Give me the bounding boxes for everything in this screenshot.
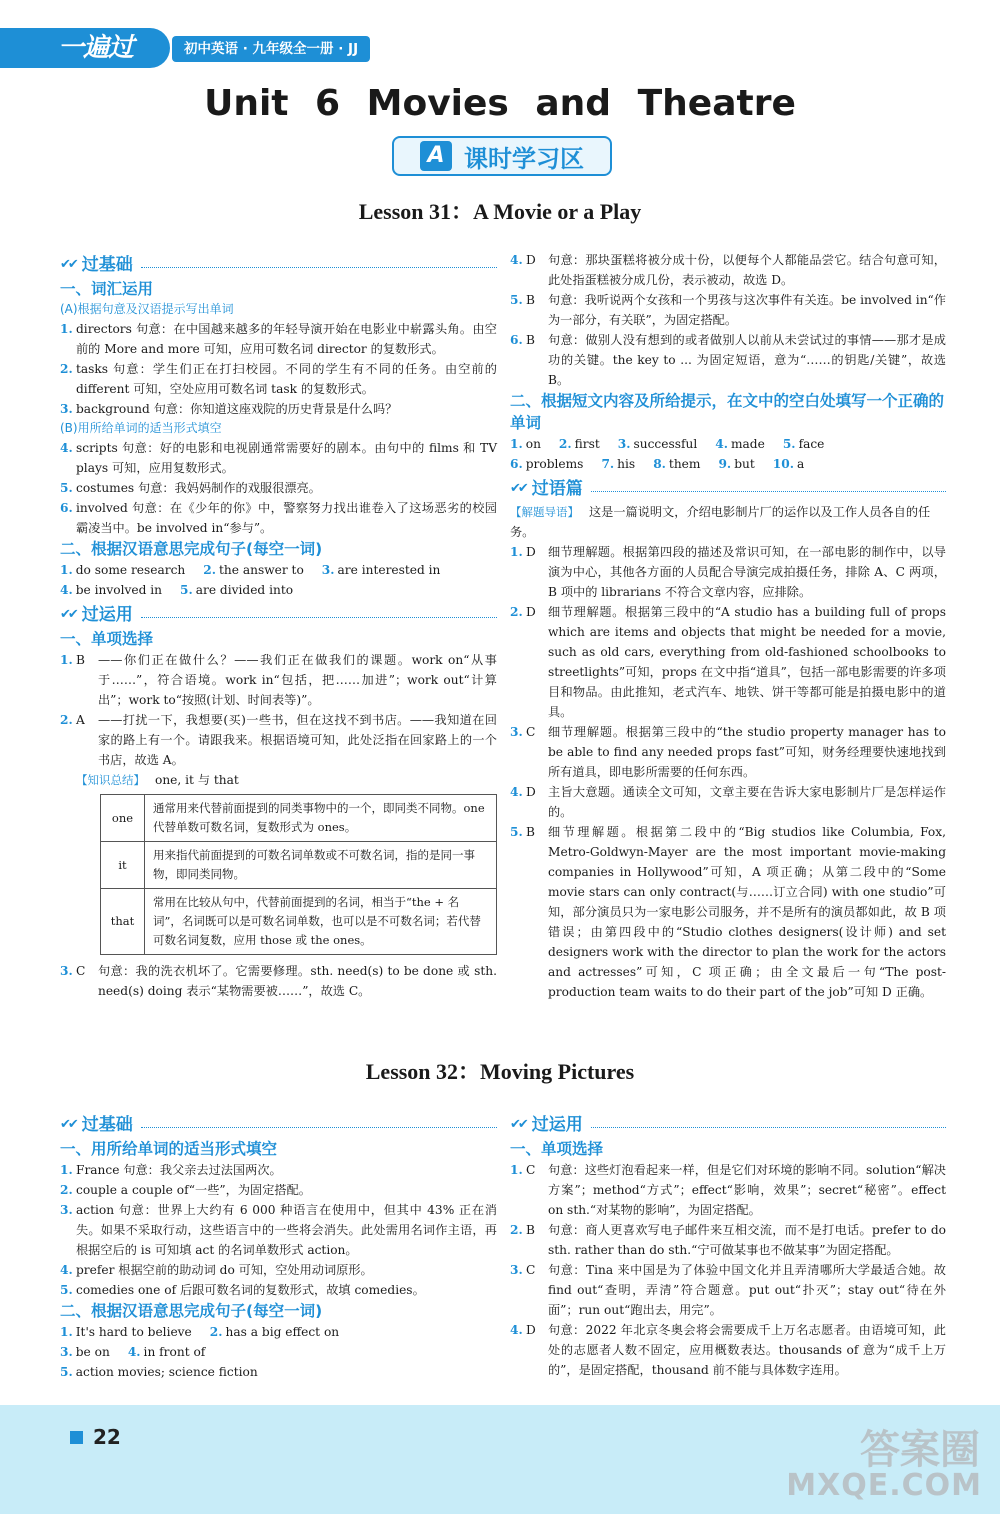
answer-row: 4. be involved in 5. are divided into — [60, 583, 294, 597]
knowledge-table — [100, 794, 497, 955]
list-item: 5. B 细节理解题。根据第二段中的“Big studios like Columbia, Fox, Metro-Goldwyn-Mayer are the most important movie-making companies in Hollywood”可知，A 项正确；从第二段中的“Some movie stars can only contract(与……订立合同) with one studio”可知，部分演员只为一家电影公司服务，并不是所有的演员都如此，故 B 项错误；由第四段中的“Studio clothes designers(设计师) and set designers work with the director to plan the work for the actors and actresses”可知，C 项正确；由全文最后一句“The post-production team waits to do their part of the job”可知 D 正确。 — [510, 825, 946, 999]
block-heading: ✔✔ 过运用 — [60, 602, 497, 628]
list-item: 4. D 句意：那块蛋糕将被分成十份，以便每个人都能品尝它。结合句意可知，此处指蛋糕被分成几份，表示被动，故选 D。 — [510, 253, 946, 287]
note-table-wrap — [60, 794, 497, 955]
lesson32-left-column — [60, 1110, 497, 1382]
list-item: 1. directors 句意：在中国越来越多的年轻导演开始在电影业中崭露头角。由空前的 More and more 可知，应用可数名词 director 的复数形式。 — [60, 322, 497, 356]
block-heading: ✔✔ 过基础 — [60, 1112, 497, 1138]
unit-title: Unit 6 Movies and Theatre — [204, 83, 796, 124]
watermark: 答案圈 MXQE.COM — [786, 1427, 982, 1503]
block-heading: ✔✔ 过语篇 — [510, 476, 946, 502]
lesson31-title: Lesson 31：A Movie or a Play — [358, 199, 642, 224]
list-item: 2. tasks 句意：学生们正在打扫校园。不同的学生有不同的任务。由空前的 different 可知，空处应用可数名词 task 的复数形式。 — [60, 362, 497, 396]
section-badge — [392, 136, 612, 176]
checkmarks-icon: ✔✔ — [510, 1117, 526, 1132]
list-item: 3. action 句意：世界上大约有 6 000 种语言在使用中，但其中 43% 正在消失。如果不采取行动，这些语言中的一些将会消失。此处需用名词作主语，再根据空后的 is 可知填 act 的名词单数形式 action。 — [60, 1203, 497, 1257]
list-item: 2. D 细节理解题。根据第三段中的“A studio has a building full of props which are items and objects that might be needed for a movie, such as old cars, everything from old-fashioned schoolbooks to streetlights”可知，props 在文中指“道具”，包括一部电影需要的许多项目和物品。由此推知，老式汽车、地铁、饼干等都可能是拍摄电影中的道具。 — [510, 605, 946, 719]
part-heading: 一、词汇运用 — [60, 280, 154, 298]
checkmarks-icon: ✔✔ — [510, 481, 526, 496]
block-heading: ✔✔ 过基础 — [60, 252, 497, 278]
list-item: 4. D 句意：2022 年北京冬奥会将会需要成千上万名志愿者。由语境可知，此处的志愿者人数不固定，应用概数表达。thousands of 意为“成千上万的”，是固定搭配，thousand 前不能与具体数字连用。 — [510, 1323, 946, 1377]
lesson32-right-column — [510, 1110, 946, 1380]
checkmarks-icon: ✔✔ — [60, 257, 76, 272]
checkmarks-icon: ✔✔ — [60, 1117, 76, 1132]
part-heading: 一、单项选择 — [510, 1140, 604, 1158]
sub-heading: (A)根据句意及汉语提示写出单词 — [60, 302, 234, 316]
page-number: 22 — [70, 1425, 121, 1449]
list-item: 3. background 句意：你知道这座戏院的历史背景是什么吗？ — [60, 402, 398, 416]
list-item: 4. prefer 根据空前的助动词 do 可知，空处用动词原形。 — [60, 1263, 373, 1277]
part-heading: 二、根据汉语意思完成句子(每空一词) — [60, 540, 323, 558]
section-letter: A — [420, 141, 452, 171]
answer-row: 1. do some research 2. the answer to 3. are interested in — [60, 563, 441, 577]
list-item: 4. scripts 句意：好的电影和电视剧通常需要好的剧本。由句中的 films 和 TV plays 可知，应用复数形式。 — [60, 441, 497, 475]
part-heading: 一、用所给单词的适当形式填空 — [60, 1140, 278, 1158]
list-item: 3. C 句意：Tina 来中国是为了体验中国文化并且弄清哪所大学最适合她。故 find out“查明，弄清”符合题意。put out“扑灭”；stay out“待在外面”；run out“跑出去，用完”。 — [510, 1263, 946, 1317]
list-item: 5. comedies one of 后跟可数名词的复数形式，故填 comedies。 — [60, 1283, 425, 1297]
answer-row: 5. action movies; science fiction — [60, 1365, 258, 1379]
lesson31-left-column — [60, 250, 497, 1001]
list-item: 6. B 句意：做别人没有想到的或者做别人以前从未尝试过的事情——那才是成功的关键。the key to ... 为固定短语，意为“……的钥匙/关键”，故选 B。 — [510, 333, 946, 387]
list-item: 1. D 细节理解题。根据第四段的描述及常识可知，在一部电影的制作中，以导演为中心，其他各方面的人员配合导演完成拍摄任务，排除 A、C 两项，B 项中的 librarians 不符合文章内容，应排除。 — [510, 545, 946, 599]
answer-row: 3. be on 4. in front of — [60, 1345, 206, 1359]
answer-row: 1. It's hard to believe 2. has a big effect on — [60, 1325, 340, 1339]
lesson31-right-column — [510, 250, 946, 1002]
list-item: 2. couple a couple of“一些”，为固定搭配。 — [60, 1183, 311, 1197]
part-heading: 二、根据短文内容及所给提示，在文中的空白处填写一个正确的单词 — [510, 392, 945, 432]
list-item: 6. involved 句意：在《少年的你》中，警察努力找出谁卷入了这场恶劣的校园霸凌当中。be involved in“参与”。 — [60, 501, 497, 535]
brand-logo: 一遍过 — [0, 28, 170, 68]
list-item: 3. C 句意：我的洗衣机坏了。它需要修理。sth. need(s) to be done 或 sth. need(s) doing 表示“某物需要被……”，故选 C。 — [60, 964, 497, 998]
table-row: it 用来指代前面提到的可数名词单数或不可数名词，指的是同一事物，即同类同物。 — [101, 842, 497, 889]
lesson32-title: Lesson 32：Moving Pictures — [365, 1059, 635, 1084]
list-item: 3. C 细节理解题。根据第三段中的“the studio property manager has to be able to find any needed props fast”可知，财务经理要快速地找到所有道具，即电影所需要的任何东西。 — [510, 725, 946, 779]
square-icon — [70, 1431, 83, 1444]
sub-heading: (B)用所给单词的适当形式填空 — [60, 421, 222, 435]
list-item: 4. D 主旨大意题。通读全文可知，文章主要在告诉大家电影制片厂是怎样运作的。 — [510, 785, 946, 819]
list-item: 1. C 句意：这些灯泡看起来一样，但是它们对环境的影响不同。solution“解决方案”；method“方式”；effect“影响，效果”；secret“秘密”。effect on sth.“对某物的影响”，为固定搭配。 — [510, 1163, 946, 1217]
answer-row: 6. problems 7. his 8. them 9. but 10. a — [510, 457, 805, 471]
section-label: 课时学习区 — [464, 144, 584, 173]
table-row: that 常用在比较从句中，代替前面提到的名词，相当于“the + 名词”，名词既可以是可数名词单数，也可以是不可数名词；若代替可数名词复数，应用 those 或 the ones。 — [101, 889, 497, 955]
list-item: 5. B 句意：我听说两个女孩和一个男孩与这次事件有关连。be involved in“作为一部分，有关联”，为固定搭配。 — [510, 293, 946, 327]
guide-text: 【解题导语】 这是一篇说明文，介绍电影制片厂的运作以及工作人员各自的任务。 — [510, 505, 931, 539]
list-item: 2. B 句意：商人更喜欢写电子邮件来互相交流，而不是打电话。prefer to do sth. rather than do sth.“宁可做某事也不做某事”为固定搭配。 — [510, 1223, 946, 1257]
note-heading: 【知识总结】 one, it 与 that — [76, 773, 239, 787]
answer-row: 1. on 2. first 3. successful 4. made 5. face — [510, 437, 825, 451]
part-heading: 一、单项选择 — [60, 630, 154, 648]
list-item: 1. B ——你们正在做什么？——我们正在做我们的课题。work on“从事于……”，符合语境。work in“包括，把……加进”；work out“计算出”；work to“按照(计划、时间表等)”。 — [60, 653, 497, 707]
header-bar — [0, 28, 410, 68]
block-heading: ✔✔ 过运用 — [510, 1112, 946, 1138]
book-subtitle: 初中英语 · 九年级全一册 · JJ — [172, 36, 370, 62]
part-heading: 二、根据汉语意思完成句子(每空一词) — [60, 1302, 323, 1320]
list-item: 2. A ——打扰一下，我想要(买)一些书，但在这找不到书店。——我知道在回家的路上有一个。请跟我来。根据语境可知，此处泛指在回家路上的一个书店，故选 A。 — [60, 713, 497, 767]
table-row: one 通常用来代替前面提到的同类事物中的一个，即同类不同物。one 代替单数可数名词，复数形式为 ones。 — [101, 795, 497, 842]
checkmarks-icon: ✔✔ — [60, 607, 76, 622]
list-item: 5. costumes 句意：我妈妈制作的戏服很漂亮。 — [60, 481, 321, 495]
list-item: 1. France 句意：我父亲去过法国两次。 — [60, 1163, 282, 1177]
